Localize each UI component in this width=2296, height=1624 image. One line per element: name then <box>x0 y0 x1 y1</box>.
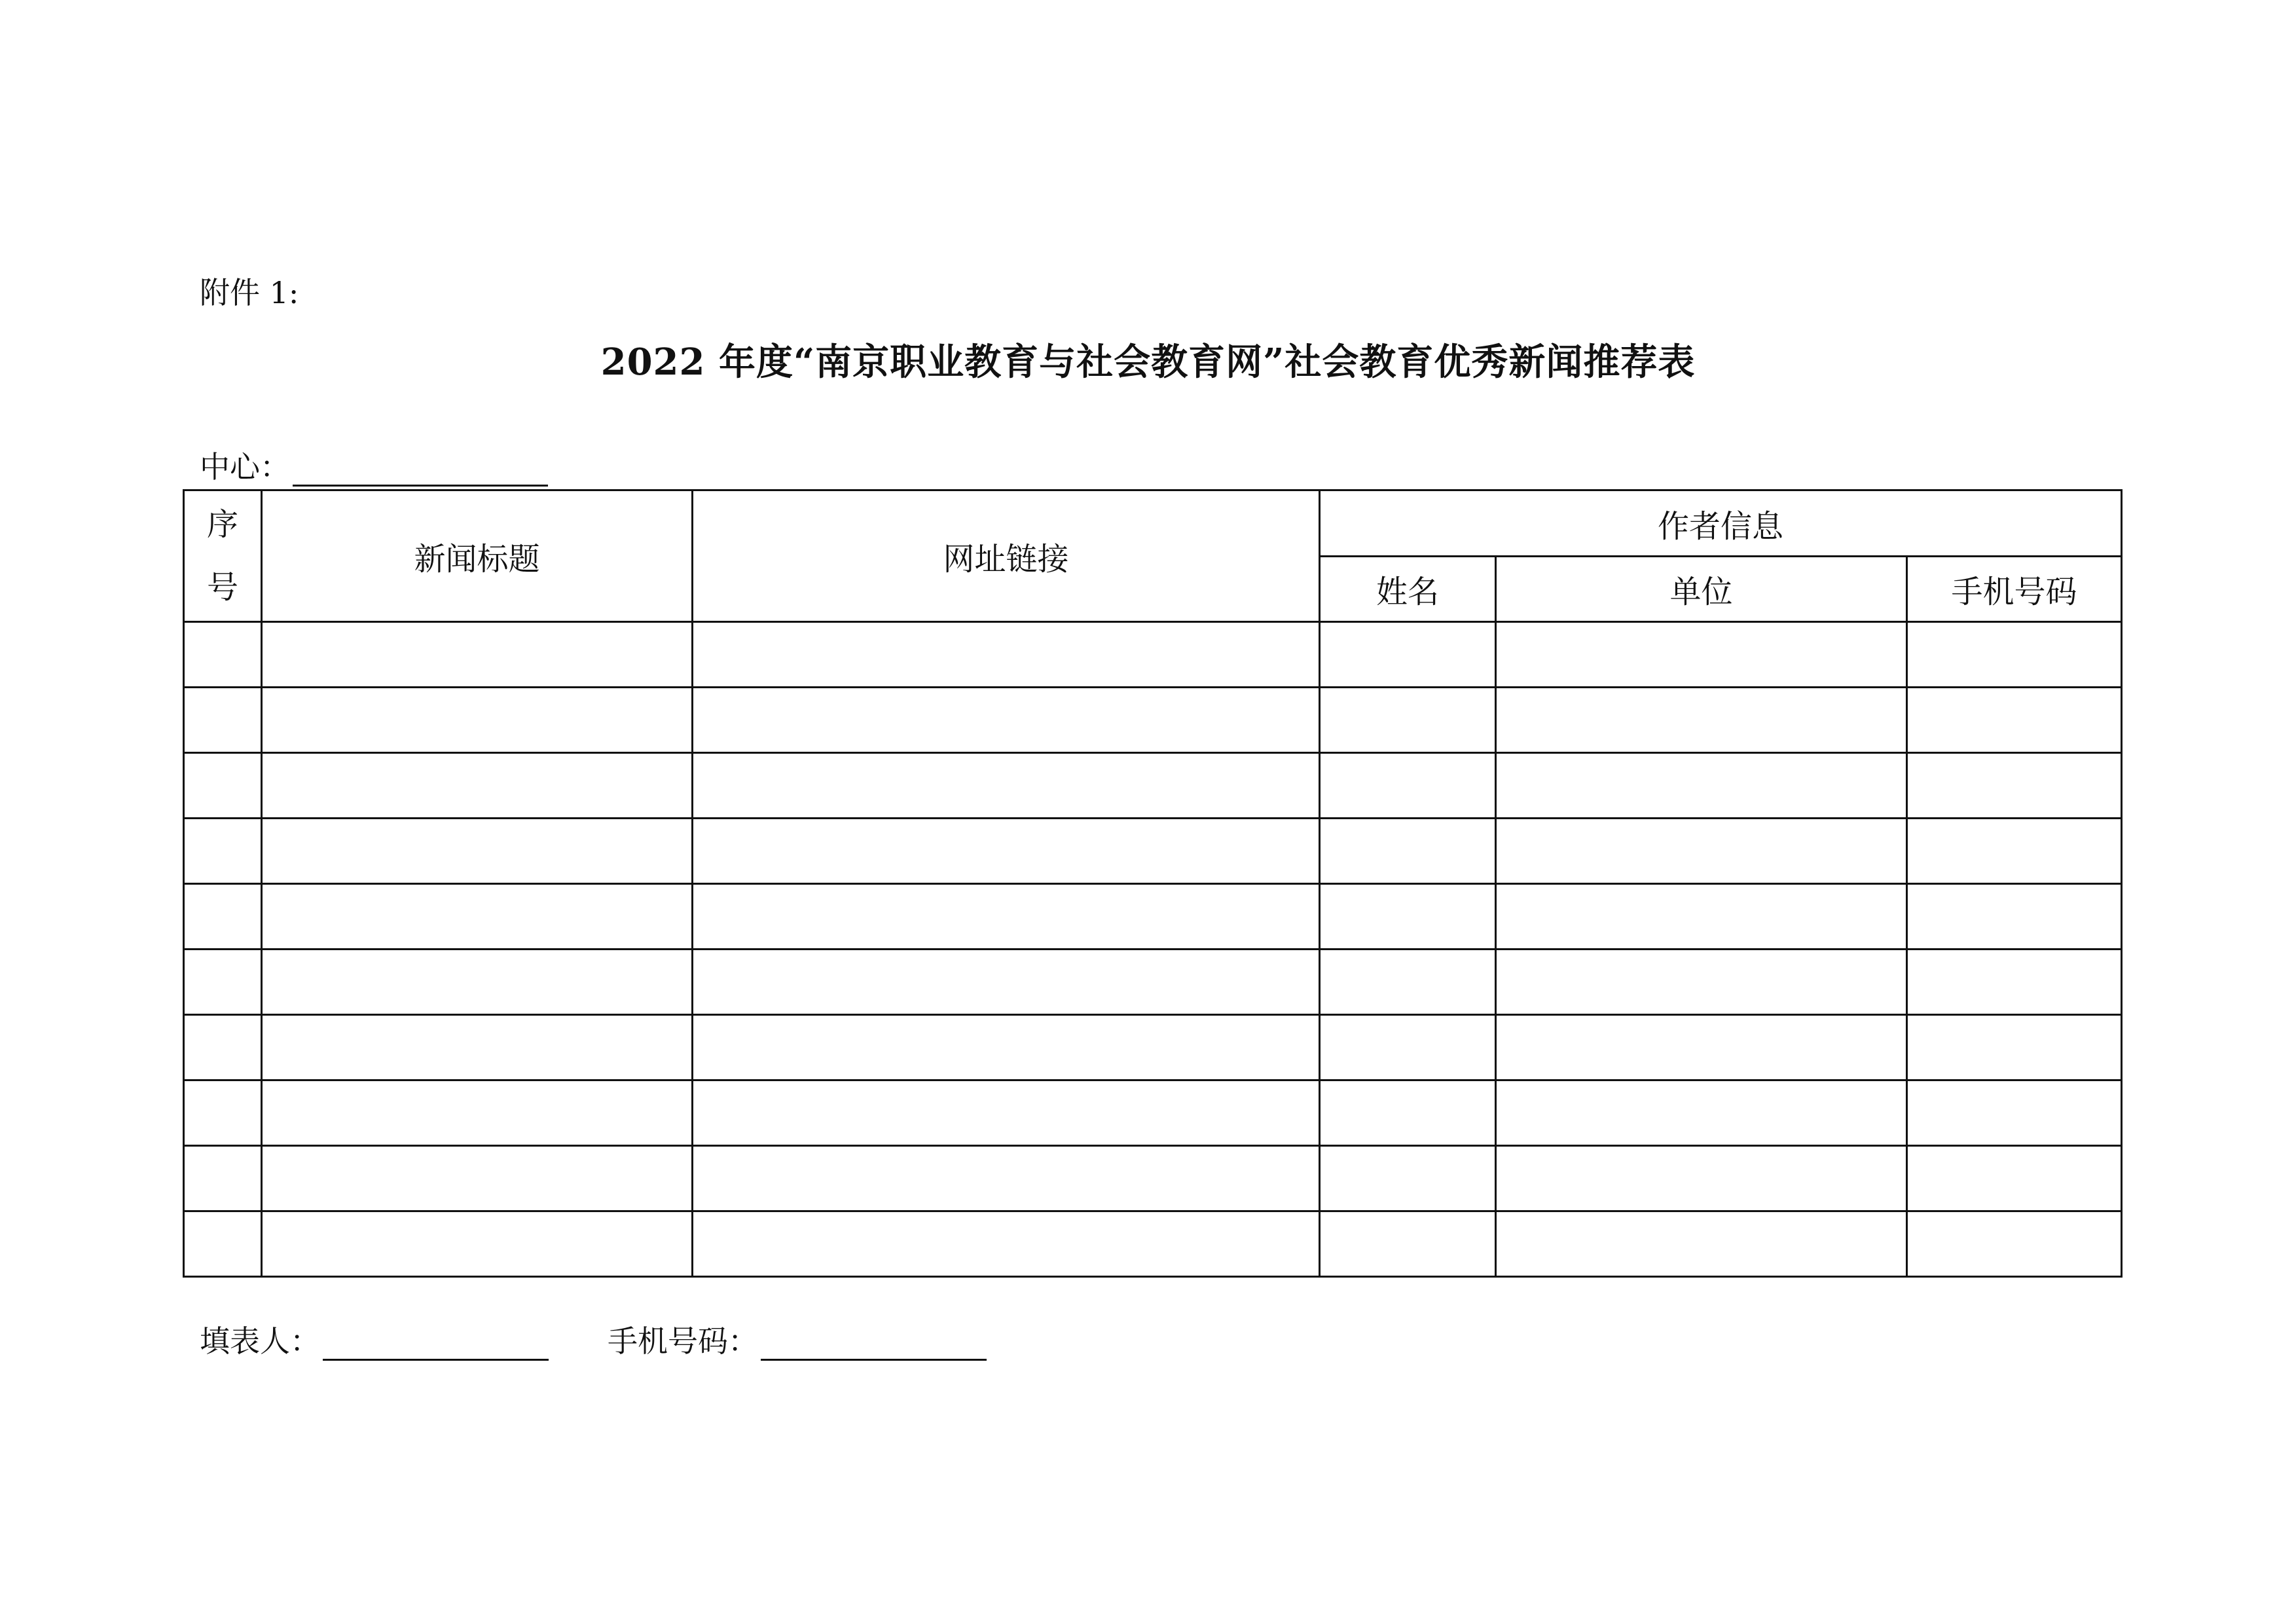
mobile-cell[interactable] <box>1907 1211 2122 1277</box>
name-cell[interactable] <box>1320 688 1496 753</box>
unit-cell[interactable] <box>1496 950 1907 1015</box>
name-cell[interactable] <box>1320 1015 1496 1080</box>
seq-cell[interactable] <box>184 1146 262 1211</box>
unit-cell[interactable] <box>1496 1015 1907 1080</box>
url-cell[interactable] <box>693 1146 1320 1211</box>
mobile-cell[interactable] <box>1907 753 2122 819</box>
url-cell[interactable] <box>693 1015 1320 1080</box>
unit-cell[interactable] <box>1496 753 1907 819</box>
unit-cell[interactable] <box>1496 884 1907 950</box>
footer-fields <box>200 1321 987 1361</box>
seq-cell[interactable] <box>184 753 262 819</box>
table-row <box>184 688 2122 753</box>
mobile-cell[interactable] <box>1907 950 2122 1015</box>
url-cell[interactable] <box>693 1211 1320 1277</box>
mobile-cell[interactable] <box>1907 1146 2122 1211</box>
table-body <box>184 622 2122 1277</box>
unit-cell[interactable] <box>1496 622 1907 688</box>
header-news-title: 新闻标题 <box>262 490 693 622</box>
unit-cell[interactable] <box>1496 688 1907 753</box>
table-row <box>184 622 2122 688</box>
seq-cell[interactable] <box>184 884 262 950</box>
attachment-label: 附件 1: <box>200 275 299 310</box>
seq-cell[interactable] <box>184 1211 262 1277</box>
seq-cell[interactable] <box>184 1015 262 1080</box>
header-seq-bottom: 号 <box>206 569 238 606</box>
seq-cell[interactable] <box>184 1080 262 1146</box>
table-row <box>184 1015 2122 1080</box>
unit-cell[interactable] <box>1496 1080 1907 1146</box>
news-title-cell[interactable] <box>262 753 693 819</box>
name-cell[interactable] <box>1320 622 1496 688</box>
news-title-cell[interactable] <box>262 1146 693 1211</box>
news-title-cell[interactable] <box>262 884 693 950</box>
mobile-cell[interactable] <box>1907 819 2122 884</box>
news-title-cell[interactable] <box>262 1211 693 1277</box>
header-unit: 单位 <box>1496 557 1907 622</box>
table-row <box>184 819 2122 884</box>
mobile-cell[interactable] <box>1907 1015 2122 1080</box>
name-cell[interactable] <box>1320 1146 1496 1211</box>
center-label: 中心： <box>200 449 290 485</box>
url-cell[interactable] <box>693 884 1320 950</box>
url-cell[interactable] <box>693 622 1320 688</box>
table-row <box>184 950 2122 1015</box>
seq-cell[interactable] <box>184 622 262 688</box>
mobile-cell[interactable] <box>1907 688 2122 753</box>
mobile-cell[interactable] <box>1907 1080 2122 1146</box>
name-cell[interactable] <box>1320 819 1496 884</box>
phone-input-line[interactable] <box>761 1329 987 1361</box>
table-row <box>184 1080 2122 1146</box>
center-field <box>200 447 548 487</box>
header-author-info: 作者信息 <box>1320 490 2122 557</box>
filler-label: 填表人： <box>200 1323 320 1359</box>
news-title-cell[interactable] <box>262 1015 693 1080</box>
news-title-cell[interactable] <box>262 950 693 1015</box>
name-cell[interactable] <box>1320 1211 1496 1277</box>
url-cell[interactable] <box>693 688 1320 753</box>
center-input-line[interactable] <box>293 454 548 487</box>
news-title-cell[interactable] <box>262 1080 693 1146</box>
seq-cell[interactable] <box>184 819 262 884</box>
seq-cell[interactable] <box>184 688 262 753</box>
url-cell[interactable] <box>693 819 1320 884</box>
table-row <box>184 1211 2122 1277</box>
url-cell[interactable] <box>693 753 1320 819</box>
name-cell[interactable] <box>1320 1080 1496 1146</box>
url-cell[interactable] <box>693 1080 1320 1146</box>
recommendation-table <box>183 489 2123 1278</box>
header-row-top <box>184 490 2122 557</box>
news-title-cell[interactable] <box>262 622 693 688</box>
header-mobile: 手机号码 <box>1907 557 2122 622</box>
header-seq <box>184 490 262 622</box>
table-row <box>184 1146 2122 1211</box>
news-title-cell[interactable] <box>262 819 693 884</box>
phone-label: 手机号码： <box>608 1323 758 1359</box>
news-title-cell[interactable] <box>262 688 693 753</box>
name-cell[interactable] <box>1320 884 1496 950</box>
unit-cell[interactable] <box>1496 1146 1907 1211</box>
seq-cell[interactable] <box>184 950 262 1015</box>
name-cell[interactable] <box>1320 950 1496 1015</box>
header-name: 姓名 <box>1320 557 1496 622</box>
header-seq-top: 序 <box>206 506 238 543</box>
unit-cell[interactable] <box>1496 1211 1907 1277</box>
mobile-cell[interactable] <box>1907 622 2122 688</box>
filler-input-line[interactable] <box>323 1329 549 1361</box>
table-row <box>184 753 2122 819</box>
page-title: 2022 年度“南京职业教育与社会教育网”社会教育优秀新闻推荐表 <box>600 341 1696 384</box>
unit-cell[interactable] <box>1496 819 1907 884</box>
header-url: 网址链接 <box>693 490 1320 622</box>
url-cell[interactable] <box>693 950 1320 1015</box>
mobile-cell[interactable] <box>1907 884 2122 950</box>
name-cell[interactable] <box>1320 753 1496 819</box>
table-row <box>184 884 2122 950</box>
